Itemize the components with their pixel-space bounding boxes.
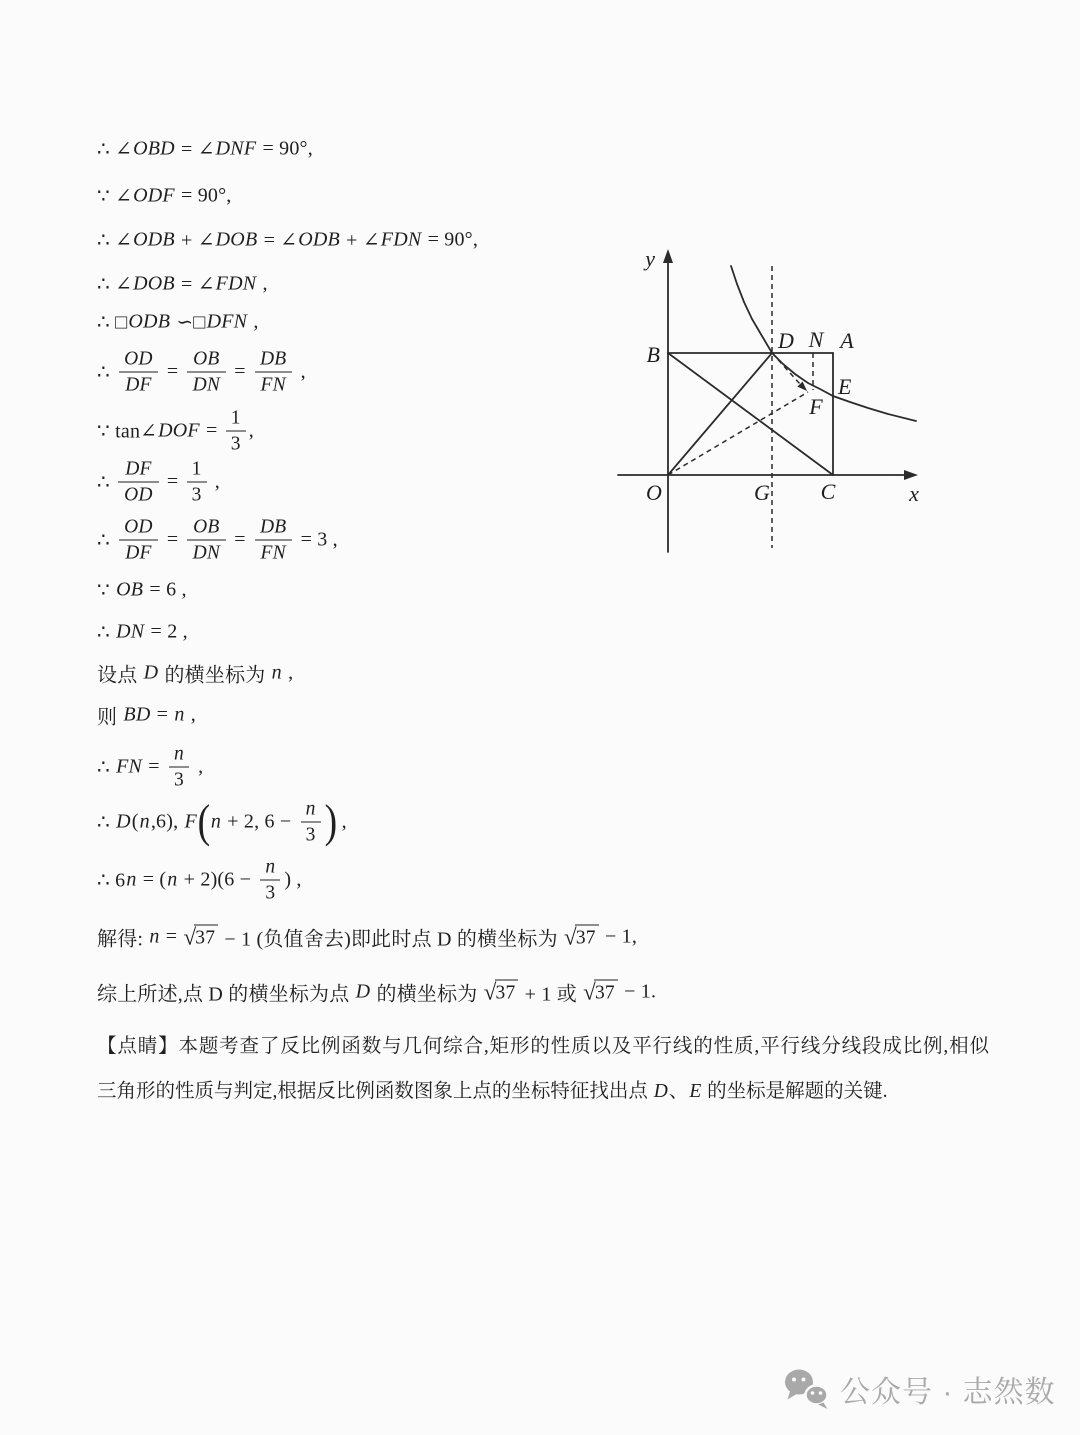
label-b: B	[646, 342, 660, 367]
proof-line-13: 则 BD = n ,	[97, 703, 196, 729]
proof-line-2: ∵ ∠ ODF = 90°,	[97, 184, 232, 208]
proof-line-4: ∴ ∠ DOB = ∠ FDN ,	[97, 272, 268, 296]
remark-line-1: 【点睛】本题考查了反比例函数与几何综合,矩形的性质以及平行线的性质,平行线分线段成比例,相似	[97, 1036, 989, 1057]
proof-line-3: ∴ ∠ ODB + ∠ DOB = ∠ ODB + ∠ FDN = 90°,	[97, 228, 479, 252]
watermark	[784, 1367, 1056, 1411]
y-axis-arrow	[663, 249, 673, 263]
proof-line-5: ∴ □ ODB ∽□ DFN ,	[97, 310, 259, 334]
remark-paragraph	[97, 1024, 989, 1114]
segment-bc	[668, 353, 833, 475]
label-f: F	[809, 394, 823, 419]
segment-od	[668, 353, 772, 475]
watermark-text: 公众号 · 志然数	[840, 1376, 1056, 1409]
proof-line-17: 解得: n = √ 37 − 1 (负值舍去)即此时点 D 的横坐标为 √ 37 − 1,	[97, 924, 638, 951]
proof-line-18: 综上所述,点 D 的横坐标为点 D 的横坐标为 √ 37 + 1 或 √ 37 − 1.	[97, 979, 657, 1006]
hyperbola-curve	[731, 266, 916, 421]
proof-line-10: ∵ OB = 6 ,	[97, 578, 187, 602]
proof-line-11: ∴ DN = 2 ,	[97, 620, 188, 644]
label-e: E	[838, 374, 852, 399]
label-d: D	[778, 328, 794, 353]
proof-line-7: ∵ tan∠ DOF = $\frac{1}{3}$ ,	[97, 407, 254, 455]
proof-line-9: ∴ $\frac{OD}{DF}$ = $\frac{OB}{DN}$ = $\frac{DB}{FN}$ = 3 ,	[97, 516, 338, 564]
label-c: C	[820, 479, 836, 504]
label-y: y	[645, 246, 655, 271]
proof-line-8: ∴ $\frac{DF}{OD}$ = $\frac{1}{3}$ ,	[97, 458, 220, 506]
proof-line-15: ∴ D ( n ,6), F ( n + 2, 6 − $\frac{n}{3}$ ) ,	[97, 795, 347, 848]
geometry-diagram	[600, 230, 960, 570]
label-a: A	[840, 328, 854, 353]
label-n: N	[808, 327, 824, 352]
x-axis-arrow	[904, 470, 918, 480]
remark-line-2: 三角形的性质与判定,根据反比例函数图象上点的坐标特征找出点 D、E 的坐标是解题的关键.	[97, 1081, 888, 1102]
proof-line-6: ∴ $\frac{OD}{DF}$ = $\frac{OB}{DN}$ = $\frac{DB}{FN}$ ,	[97, 348, 306, 396]
label-x: x	[909, 481, 919, 506]
label-o: O	[646, 480, 662, 505]
wechat-icon	[784, 1368, 831, 1411]
proof-line-12: 设点 D 的横坐标为 n ,	[97, 661, 294, 687]
proof-line-14: ∴ FN = $\frac{n}{3}$ ,	[97, 743, 204, 791]
proof-line-16: ∴ 6 n = ( n + 2)(6 − $\frac{n}{3}$ ) ,	[97, 856, 302, 904]
proof-line-1: ∴ ∠ OBD = ∠ DNF = 90°,	[97, 137, 313, 161]
label-g: G	[754, 480, 770, 505]
